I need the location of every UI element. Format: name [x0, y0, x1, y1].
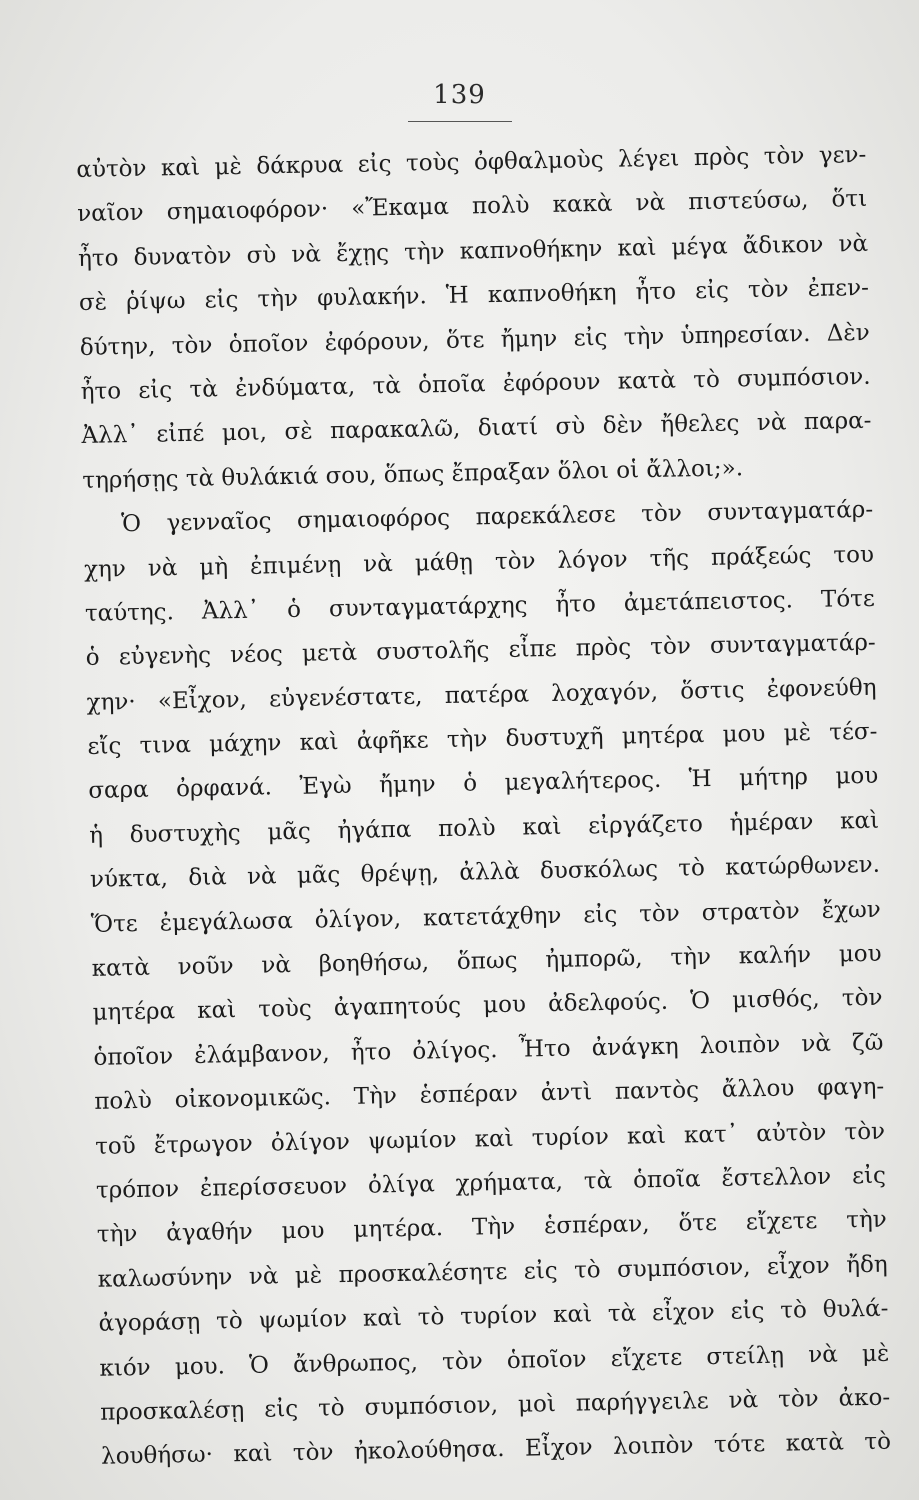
text-line: καλωσύνην νὰ μὲ προσκαλέσητε εἰς τὸ συμπόσιον, εἶχον ἤδη	[97, 1251, 888, 1293]
text-line: χην νὰ μὴ ἐπιμένῃ νὰ μάθῃ τὸν λόγον τῆς πράξεώς του	[83, 541, 875, 583]
text-line: ἡ δυστυχὴς μᾶς ἠγάπα πολὺ καὶ εἰργάζετο ἡμέραν καὶ	[88, 807, 880, 849]
text-line: σὲ ῥίψω εἰς τὴν φυλακήν. Ἡ καπνοθήκη ἦτο εἰς τὸν ἐπεν-	[78, 274, 870, 317]
text-line: εἴς τινα μάχην καὶ ἀφῆκε τὴν δυστυχῆ μητέρα μου μὲ τέσ-	[87, 718, 878, 760]
text-line: ὁ εὐγενὴς νέος μετὰ συστολῆς εἶπε πρὸς τὸν συνταγματάρ-	[85, 630, 876, 672]
text-line: ἦτο δυνατὸν σὺ νὰ ἔχῃς τὴν καπνοθήκην καὶ μέγα ἄδικον νὰ	[77, 230, 869, 272]
text-line: τὴν ἀγαθήν μου μητέρα. Τὴν ἑσπέραν, ὅτε εἴχετε τὴν	[96, 1207, 887, 1249]
text-line: Ὅτε ἐμεγάλωσα ὀλίγον, κατετάχθην εἰς τὸν στρατὸν ἔχων	[90, 896, 882, 938]
text-line: πολὺ οἰκονομικῶς. Τὴν ἑσπέραν ἀντὶ παντὸς ἄλλου φαγη-	[94, 1073, 885, 1116]
text-line: προσκαλέσῃ εἰς τὸ συμπόσιον, μοὶ παρήγγειλε νὰ τὸν ἀκο-	[100, 1384, 891, 1426]
text-line: σαρα ὀρφανά. Ἐγὼ ἤμην ὁ μεγαλήτερος. Ἡ μήτηρ μου	[88, 763, 879, 805]
text-line: κιόν μου. Ὁ ἄνθρωπος, τὸν ὁποῖον εἴχετε στείλῃ νὰ μὲ	[99, 1340, 890, 1382]
body-text	[76, 133, 891, 1480]
text-line: Ὁ γενναῖος σημαιοφόρος παρεκάλεσε τὸν συνταγματάρ-	[120, 496, 874, 538]
text-line: τρόπον ἐπερίσσευον ὀλίγα χρήματα, τὰ ὁποῖα ἔστελλον εἰς	[95, 1162, 887, 1204]
text-line: ὁποῖον ἐλάμβανον, ἦτο ὀλίγος. Ἦτο ἀνάγκη λοιπὸν νὰ ζῶ	[93, 1029, 884, 1071]
header-rule	[408, 121, 512, 122]
text-line: ἦτο εἰς τὰ ἐνδύματα, τὰ ὁποῖα ἐφόρουν κατὰ τὸ συμπόσιον.	[80, 363, 871, 405]
text-line: μητέρα καὶ τοὺς ἀγαπητούς μου ἀδελφούς. Ὁ μισθός, τὸν	[92, 985, 883, 1027]
text-line: λουθήσω· καὶ τὸν ἠκολούθησα. Εἶχον λοιπὸν τότε κατὰ τὸ	[100, 1428, 892, 1471]
text-line: χην· «Εἶχον, εὐγενέστατε, πατέρα λοχαγόν, ὅστις ἐφονεύθη	[86, 674, 877, 716]
page-number: 139	[433, 80, 486, 110]
text-line: νύκτα, διὰ νὰ μᾶς θρέψῃ, ἀλλὰ δυσκόλως τὸ κατώρθωνεν.	[89, 851, 881, 894]
text-line: ναῖον σημαιοφόρον· «Ἔκαμα πολὺ κακὰ νὰ πιστεύσω, ὅτι	[77, 186, 868, 228]
text-line: αὐτὸν καὶ μὲ δάκρυα εἰς τοὺς ὀφθαλμοὺς λέγει πρὸς τὸν γεν-	[76, 141, 867, 183]
text-line: δύτην, τὸν ὁποῖον ἐφόρουν, ὅτε ἤμην εἰς τὴν ὑπηρεσίαν. Δὲν	[79, 319, 870, 361]
text-line: τηρήσῃς τὰ θυλάκιά σου, ὅπως ἔπραξαν ὅλοι οἱ ἄλλοι;».	[82, 454, 744, 494]
text-line: ἀγοράσῃ τὸ ψωμίον καὶ τὸ τυρίον καὶ τὰ εἶχον εἰς τὸ θυλά-	[98, 1295, 889, 1337]
text-line: κατὰ νοῦν νὰ βοηθήσω, ὅπως ἠμπορῶ, τὴν καλήν μου	[91, 940, 882, 982]
text-line: τοῦ ἔτρωγον ὀλίγον ψωμίον καὶ τυρίον καὶ κατ᾽ αὐτὸν τὸν	[94, 1118, 886, 1160]
text-line: Ἀλλ᾽ εἰπέ μοι, σὲ παρακαλῶ, διατί σὺ δὲν ἤθελες νὰ παρα-	[81, 408, 872, 450]
text-line: ταύτης. Ἀλλ᾽ ὁ συνταγματάρχης ἦτο ἀμετάπειστος. Τότε	[84, 585, 876, 627]
